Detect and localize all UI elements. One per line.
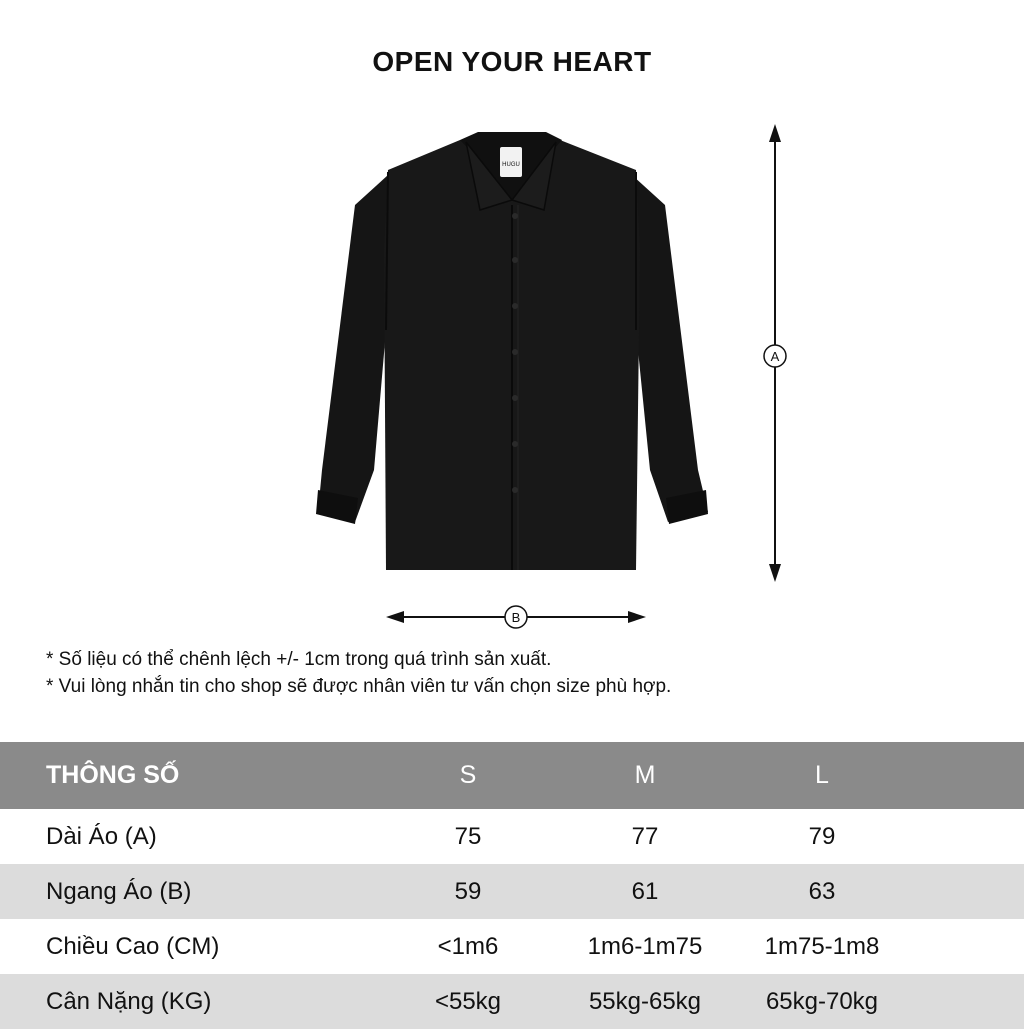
cell-s: <1m6 (437, 932, 499, 960)
table-row (0, 809, 1024, 864)
table-row (0, 919, 1024, 974)
cell-m: 77 (631, 822, 659, 850)
cell-l: 1m75-1m8 (764, 932, 880, 960)
cell-l: 79 (808, 822, 836, 850)
dimension-b-label: B (511, 610, 521, 625)
note-tolerance: * Số liệu có thể chênh lệch +/- 1cm trong quá trình sản xuất. (46, 649, 552, 670)
note-contact: * Vui lòng nhắn tin cho shop sẽ được nhân viên tư vấn chọn size phù hợp. (46, 676, 672, 697)
brand-label: HUGU (502, 162, 520, 168)
cell-m: 61 (631, 877, 659, 905)
cell-l: 63 (808, 877, 836, 905)
header-spec: THÔNG SỐ (46, 761, 180, 789)
cell-s: 75 (454, 822, 482, 850)
cell-s: <55kg (434, 987, 502, 1015)
row-label: Chiều Cao (CM) (46, 932, 220, 960)
table-header (0, 742, 1024, 809)
size-table (0, 742, 1024, 1029)
cell-m: 1m6-1m75 (587, 932, 703, 960)
dimension-a-label: A (770, 349, 780, 364)
table-row (0, 864, 1024, 919)
row-label: Dài Áo (A) (46, 822, 157, 850)
row-label: Cân Nặng (KG) (46, 987, 212, 1015)
row-label: Ngang Áo (B) (46, 877, 192, 905)
cell-m: 55kg-65kg (588, 987, 702, 1015)
dimension-b-arrow (386, 606, 646, 628)
page-title: OPEN YOUR HEART (372, 46, 652, 77)
cell-s: 59 (454, 877, 482, 905)
notes (46, 646, 671, 700)
dimension-a-arrow (764, 124, 786, 582)
cell-l: 65kg-70kg (765, 987, 879, 1015)
table-row (0, 974, 1024, 1029)
shirt-illustration (316, 132, 708, 570)
header-size-l: L (815, 761, 829, 789)
header-size-s: S (459, 761, 477, 789)
header-size-m: M (634, 761, 656, 789)
